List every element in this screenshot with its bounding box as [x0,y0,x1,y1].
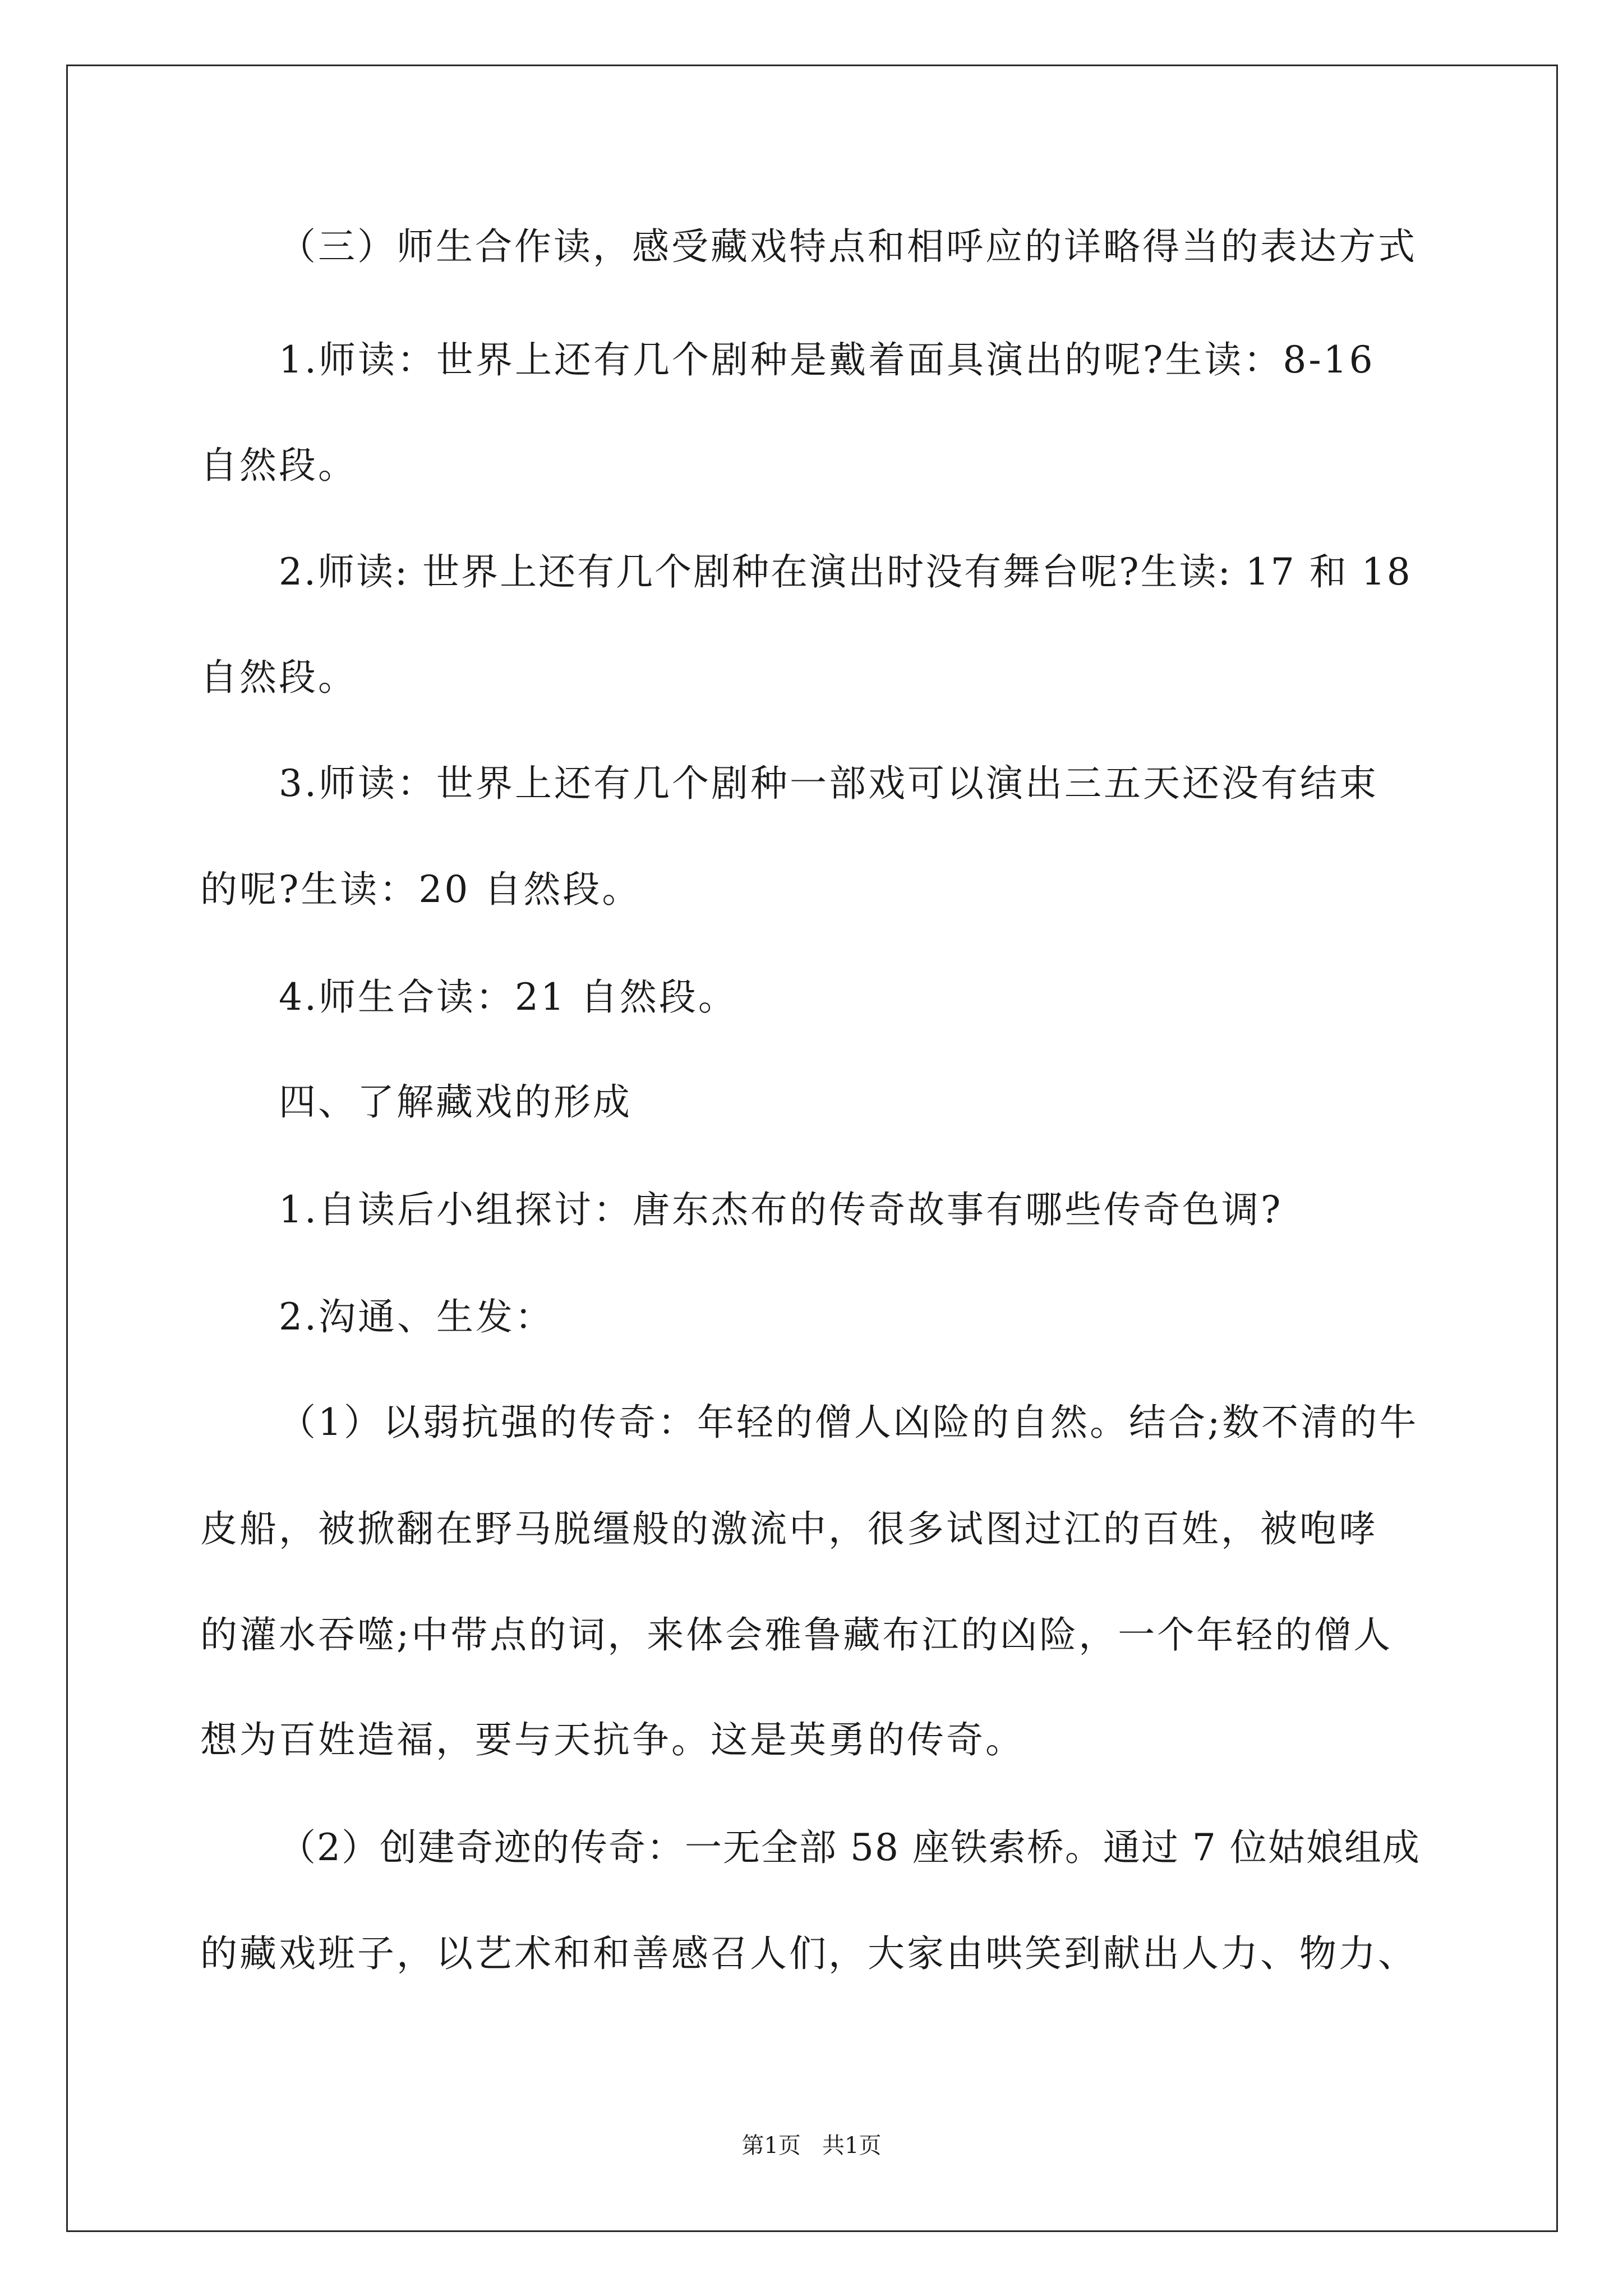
text-line-4: 2.师读: 世界上还有几个剧种在演出时没有舞台呢?生读: 17 和 18 [279,550,1412,593]
text-line-1: （三）师生合作读，感受藏戏特点和相呼应的详略得当的表达方式 [279,225,1417,268]
text-line-10: 1.自读后小组探讨：唐东杰布的传奇故事有哪些传奇色调? [279,1188,1283,1231]
text-line-16: （2）创建奇迹的传奇：一无全部 58 座铁索桥。通过 7 位姑娘组成 [279,1826,1421,1869]
text-line-11: 2.沟通、生发： [279,1295,554,1338]
text-line-12: （1）以弱抗强的传奇：年轻的僧人凶险的自然。结合;数不清的牛 [279,1401,1419,1444]
text-line-13: 皮船，被掀翻在野马脱缰般的激流中，很多试图过江的百姓，被咆哮 [200,1507,1378,1550]
page-border [66,65,1558,2232]
text-line-5: 自然段。 [200,656,357,699]
text-line-3: 自然段。 [200,444,357,487]
text-line-6: 3.师读：世界上还有几个剧种一部戏可以演出三五天还没有结束 [279,762,1378,805]
text-line-14: 的灌水吞噬;中带点的词，来体会雅鲁藏布江的凶险，一个年轻的僧人 [200,1613,1393,1657]
text-line-7: 的呢?生读：20 自然段。 [200,868,642,911]
text-line-15: 想为百姓造福，要与天抗争。这是英勇的传奇。 [200,1718,1025,1761]
text-line-2: 1.师读：世界上还有几个剧种是戴着面具演出的呢?生读：8-16 [279,338,1375,381]
section-heading: 四、了解藏戏的形成 [279,1080,632,1124]
text-line-8: 4.师生合读：21 自然段。 [279,976,737,1019]
page-footer: 第1页 共1页 [741,2133,882,2159]
text-line-17: 的藏戏班子，以艺术和和善感召人们，大家由哄笑到献出人力、物力、 [200,1932,1417,1975]
